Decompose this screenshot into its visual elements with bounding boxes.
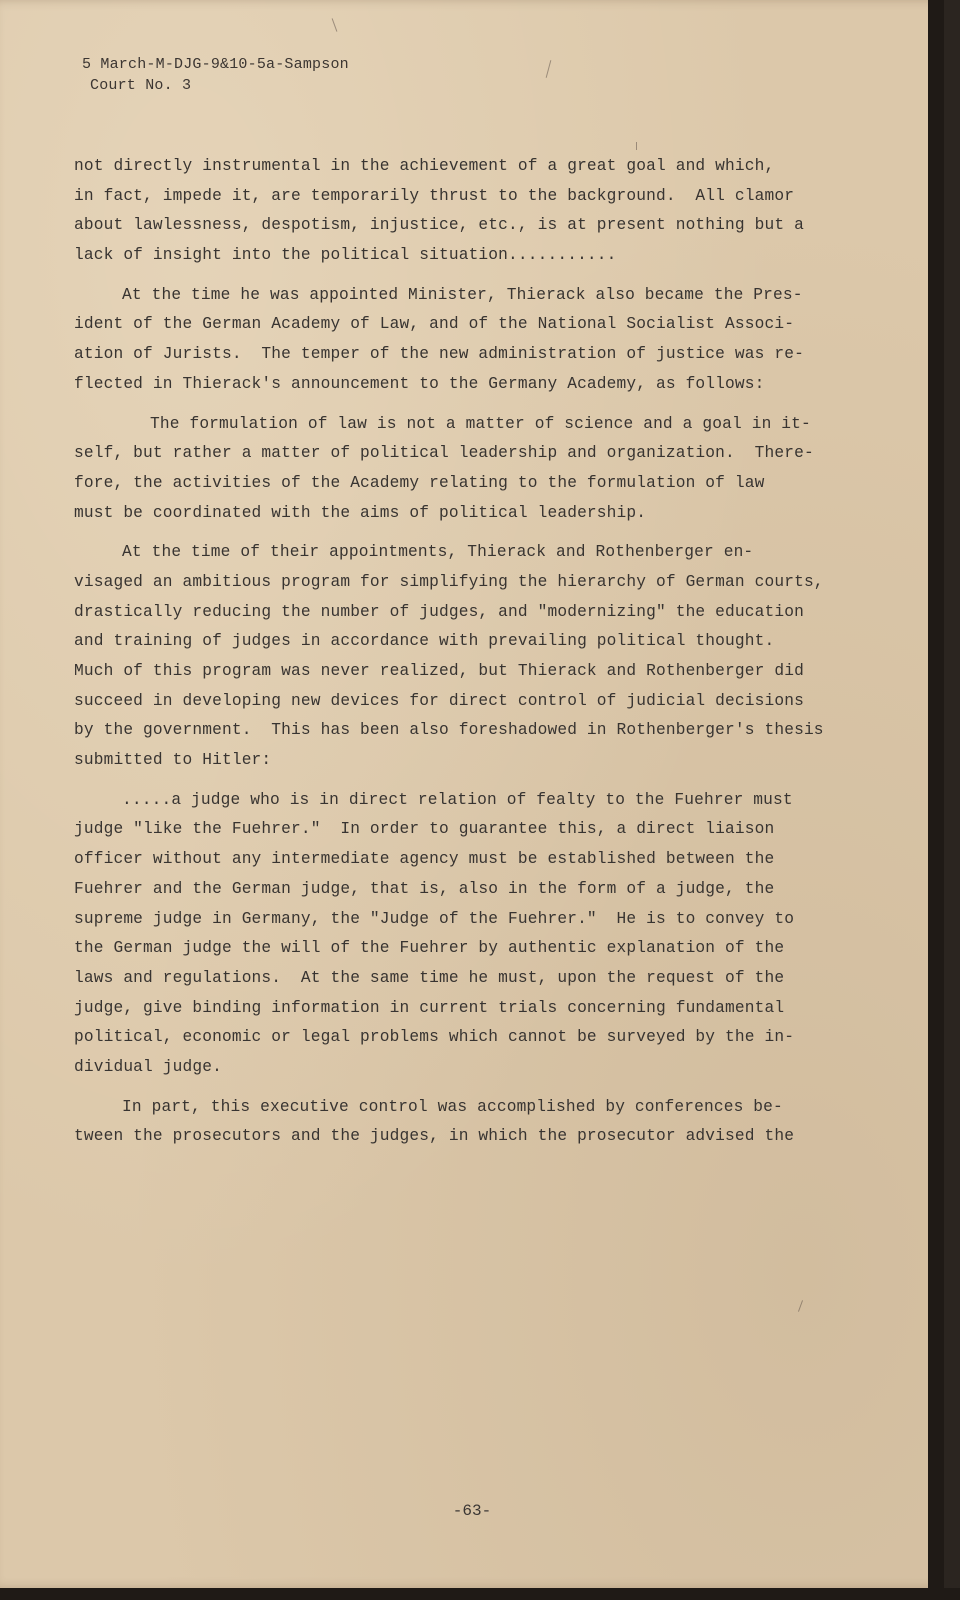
text-line: must be coordinated with the aims of political leadership.: [74, 503, 647, 522]
text-line: visaged an ambitious program for simplifying the hierarchy of German courts,: [74, 572, 824, 591]
text-line: ident of the German Academy of Law, and of the National Socialist Associ-: [74, 315, 795, 334]
block-quote: [74, 410, 844, 529]
text-line: judge, give binding information in current trials concerning fundamental: [74, 998, 785, 1017]
paragraph: [74, 538, 844, 776]
scan-border: [928, 0, 944, 1588]
text-line: Fuehrer and the German judge, that is, also in the form of a judge, the: [74, 879, 775, 898]
header-court-line: Court No. 3: [90, 77, 192, 94]
text-line: At the time of their appointments, Thierack and Rothenberger en-: [122, 543, 754, 562]
scan-border: [0, 1588, 960, 1600]
text-line: The formulation of law is not a matter of science and a goal in it-: [150, 414, 811, 433]
text-line: self, but rather a matter of political leadership and organization. There-: [74, 444, 814, 463]
text-line: .....a judge who is in direct relation of fealty to the Fuehrer must: [122, 790, 793, 809]
paragraph: [74, 281, 844, 400]
document-header: [82, 54, 349, 96]
paragraph: [74, 1093, 844, 1152]
text-line: and training of judges in accordance with prevailing political thought.: [74, 632, 775, 651]
text-line: the German judge the will of the Fuehrer by authentic explanation of the: [74, 939, 785, 958]
text-line: fore, the activities of the Academy relating to the formulation of law: [74, 473, 765, 492]
text-line: Much of this program was never realized, but Thierack and Rothenberger did: [74, 662, 804, 680]
text-line: tween the prosecutors and the judges, in which the prosecutor advised the: [74, 1127, 795, 1146]
text-line: succeed in developing new devices for direct control of judicial decisions: [74, 691, 804, 710]
text-line: At the time he was appointed Minister, Thierack also became the Pres-: [122, 285, 803, 304]
text-line: supreme judge in Germany, the "Judge of the Fuehrer." He is to convey to: [74, 909, 795, 928]
block-quote: [74, 786, 844, 1083]
paragraph: [74, 152, 844, 271]
text-line: laws and regulations. At the same time he must, upon the request of the: [74, 968, 785, 987]
stray-mark: [636, 142, 637, 150]
stray-mark: [332, 18, 338, 31]
page-number: -63-: [452, 1502, 492, 1520]
text-line: judge "like the Fuehrer." In order to guarantee this, a direct liaison: [74, 820, 775, 839]
text-line: lack of insight into the political situation...........: [74, 246, 617, 265]
text-line: political, economic or legal problems which cannot be surveyed by the in-: [74, 1028, 795, 1047]
text-line: by the government. This has been also foreshadowed in Rothenberger's thesis: [74, 721, 824, 740]
stray-mark: [546, 60, 552, 78]
text-line: flected in Thierack's announcement to the Germany Academy, as follows:: [74, 374, 765, 393]
text-line: submitted to Hitler:: [74, 751, 272, 770]
stray-mark: [798, 1300, 803, 1312]
text-line: dividual judge.: [74, 1057, 222, 1076]
text-line: In part, this executive control was accomplished by conferences be-: [122, 1097, 783, 1116]
text-line: in fact, impede it, are temporarily thrust to the background. All clamor: [74, 186, 795, 205]
text-line: officer without any intermediate agency must be established between the: [74, 850, 775, 869]
text-line: not directly instrumental in the achievement of a great goal and which,: [74, 157, 775, 175]
text-line: ation of Jurists. The temper of the new administration of justice was re-: [74, 345, 804, 364]
text-line: about lawlessness, despotism, injustice, etc., is at present nothing but a: [74, 216, 804, 235]
document-body: [74, 152, 844, 1152]
header-reference-line: 5 March-M-DJG-9&10-5a-Sampson: [82, 56, 349, 73]
text-line: drastically reducing the number of judges, and "modernizing" the education: [74, 602, 804, 621]
